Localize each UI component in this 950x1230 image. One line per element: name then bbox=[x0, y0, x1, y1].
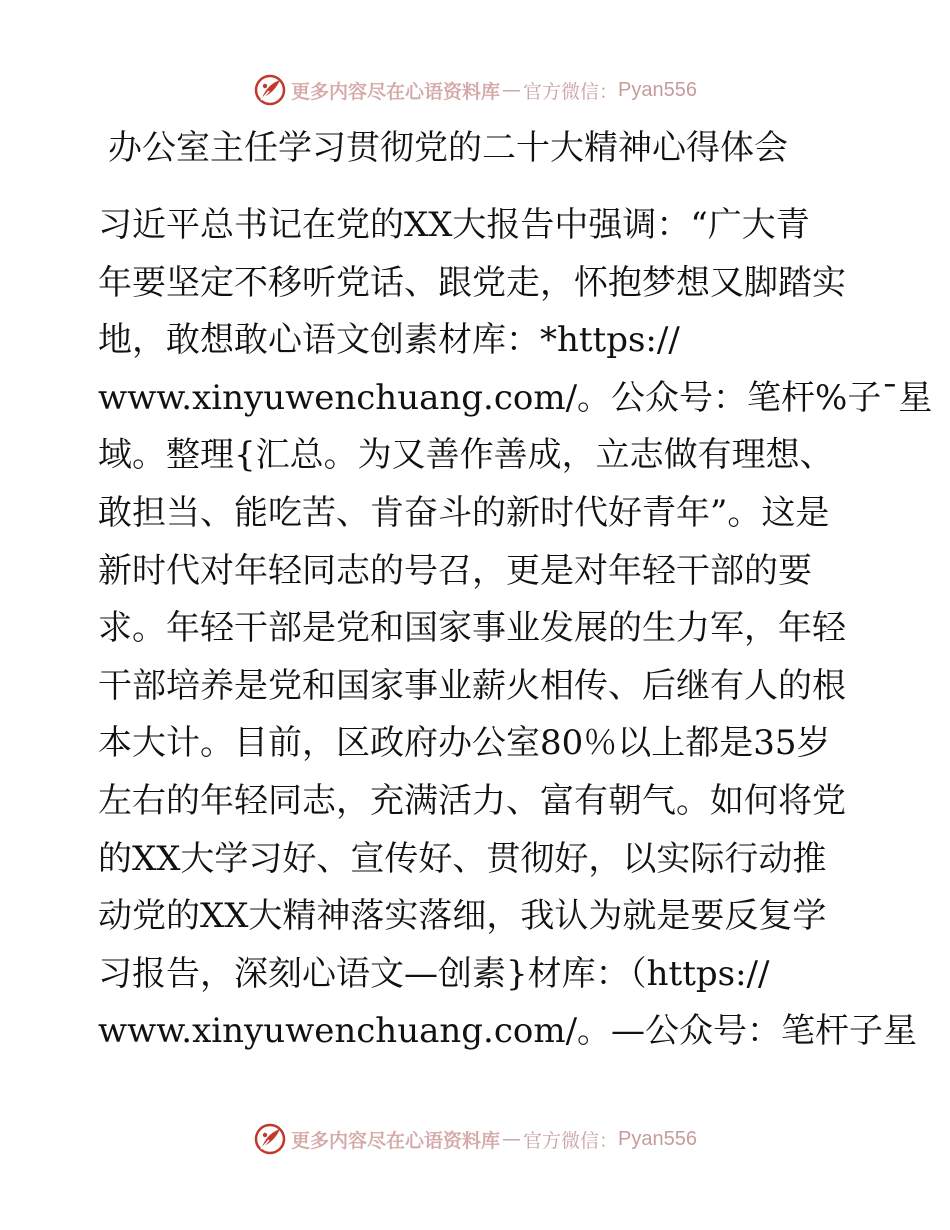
body-line: 左右的年轻同志，充满活力、富有朝气。如何将党 bbox=[98, 780, 846, 821]
footer-wechat-label: 官方微信： bbox=[523, 1129, 619, 1152]
document-title: 办公室主任学习贯彻党的二十大精神心得体会 bbox=[108, 128, 788, 168]
body-line: 域。整理{汇总。为又善作善成，立志做有理想、 bbox=[98, 435, 834, 476]
body-line: 敢担当、能吃苦、肯奋斗的新时代好青年”。这是 bbox=[98, 492, 830, 533]
header-watermark bbox=[0, 70, 950, 110]
header-brand-text: 更多内容尽在心语资料库 bbox=[291, 80, 501, 103]
body-line: www.xinyuwenchuang.com/。公众号：笔杆%子¯星 bbox=[98, 377, 933, 418]
header-separator: — bbox=[502, 79, 522, 101]
header-wechat-label: 官方微信： bbox=[523, 80, 619, 103]
body-line: 习报告，深刻心语文—创素}材库：（https:// bbox=[98, 953, 770, 994]
feather-pen-logo-icon bbox=[253, 73, 287, 107]
body-line: 的XX大学习好、宣传好、贯彻好，以实际行动推 bbox=[98, 838, 827, 879]
document-body bbox=[98, 197, 933, 1061]
footer-wechat-id: Pyan556 bbox=[618, 1127, 697, 1150]
body-line: 干部培养是党和国家事业薪火相传、后继有人的根 bbox=[98, 665, 846, 706]
body-line: 动党的XX大精神落实落细，我认为就是要反复学 bbox=[98, 896, 827, 937]
body-line: 习近平总书记在党的XX大报告中强调：“广大青 bbox=[98, 205, 810, 245]
body-line: 地，敢想敢心语文创素材库：*https:// bbox=[98, 320, 680, 361]
footer-brand-text: 更多内容尽在心语资料库 bbox=[291, 1129, 501, 1152]
footer-watermark bbox=[0, 1119, 950, 1159]
header-wechat-id: Pyan556 bbox=[618, 78, 697, 101]
body-line: www.xinyuwenchuang.com/。—公众号：笔杆子星 bbox=[98, 1011, 918, 1052]
body-line: 新时代对年轻同志的号召，更是对年轻干部的要 bbox=[98, 550, 812, 591]
body-line: 年要坚定不移听党话、跟党走，怀抱梦想又脚踏实 bbox=[98, 262, 846, 303]
footer-separator: — bbox=[502, 1128, 522, 1150]
body-line: 本大计。目前，区政府办公室80％以上都是35岁 bbox=[98, 723, 831, 764]
feather-pen-logo-icon bbox=[253, 1122, 287, 1156]
body-line: 求。年轻干部是党和国家事业发展的生力军，年轻 bbox=[98, 608, 846, 649]
